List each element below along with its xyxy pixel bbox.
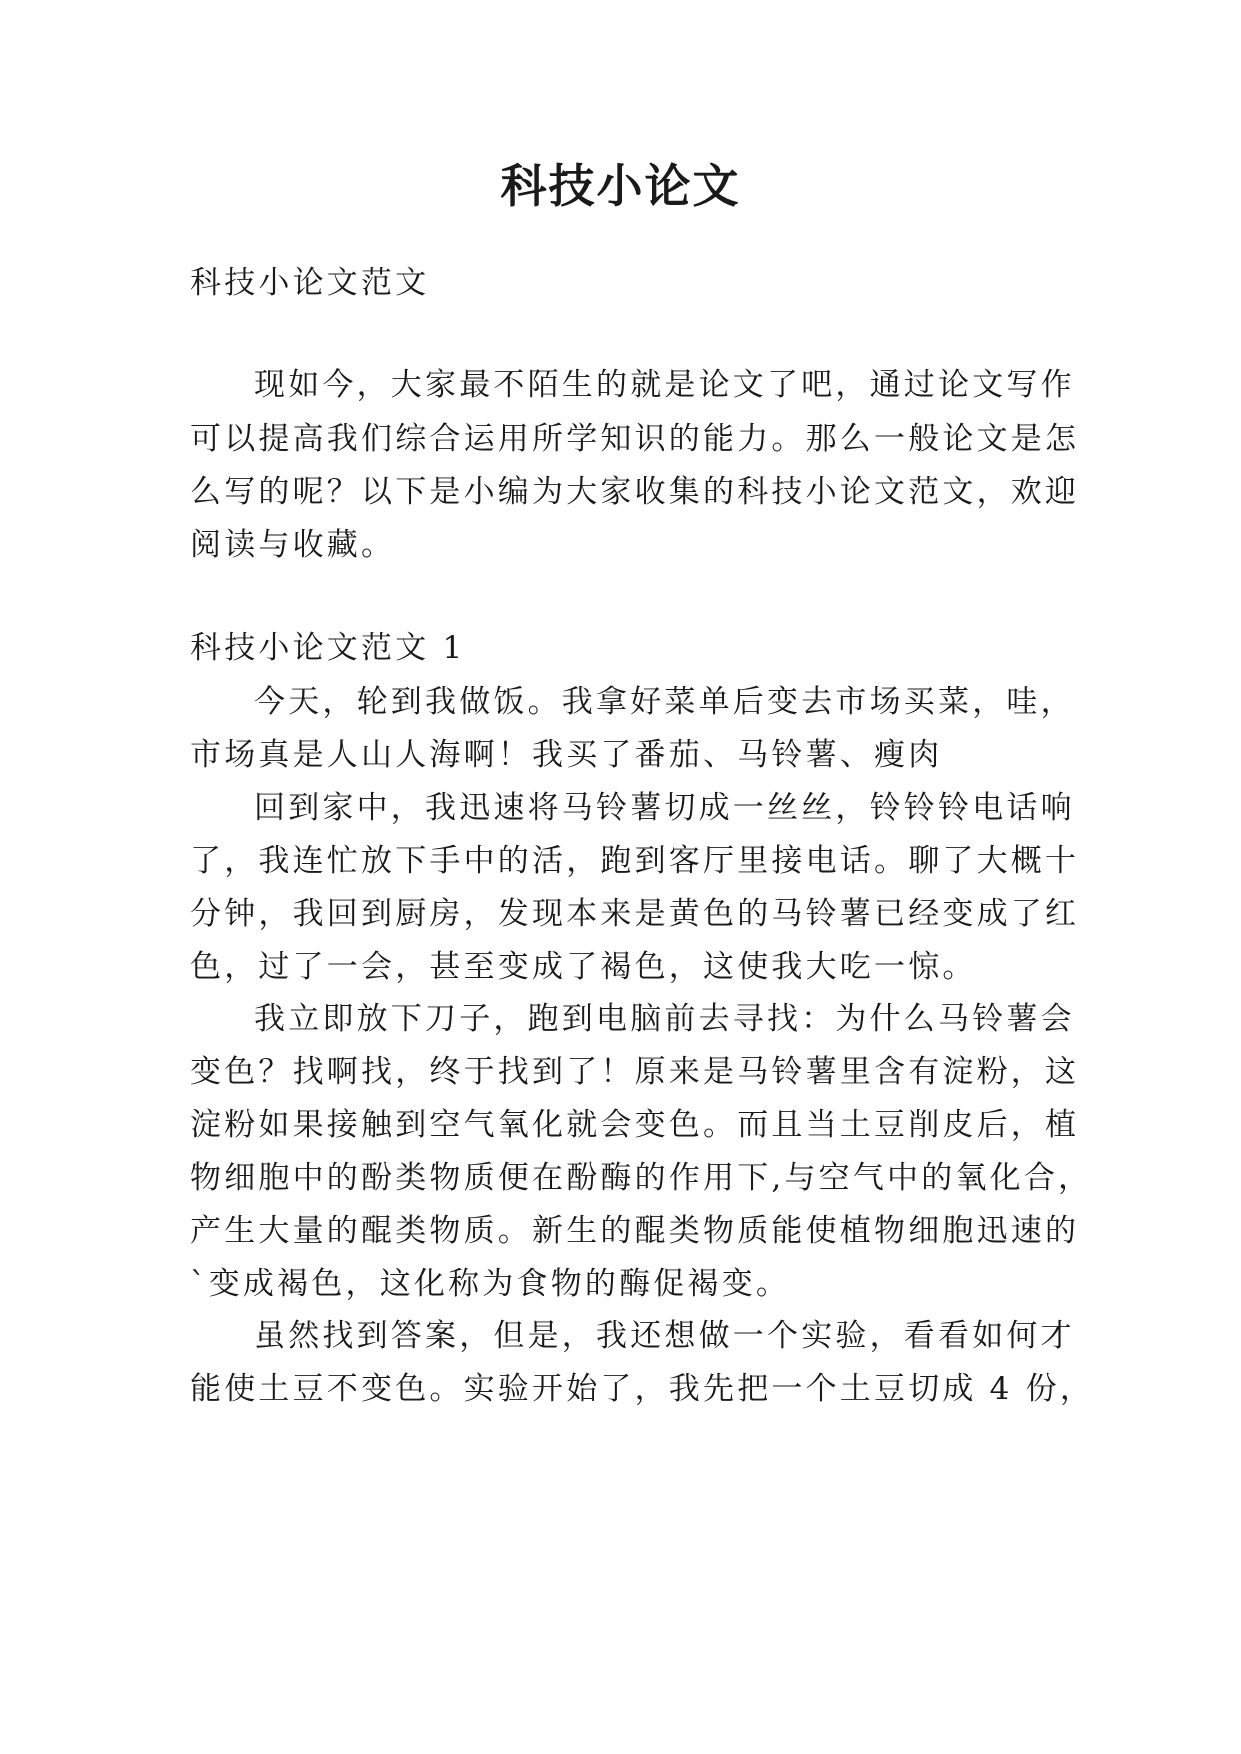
body-line: 产生大量的醌类物质。新生的醌类物质能使植物细胞迅速的 — [190, 1213, 1080, 1249]
intro-line: 阅读与收藏。 — [190, 527, 396, 563]
intro-line: 现如今，大家最不陌生的就是论文了吧，通过论文写作 — [254, 367, 1075, 403]
body-line: 变色？找啊找，终于找到了！原来是马铃薯里含有淀粉，这 — [190, 1054, 1080, 1090]
body-line: 色，过了一会，甚至变成了褐色，这使我大吃一惊。 — [190, 949, 977, 985]
body-line: 能使土豆不变色。实验开始了，我先把一个土豆切成 4 份， — [190, 1371, 1095, 1407]
intro-line: 可以提高我们综合运用所学知识的能力。那么一般论文是怎 — [190, 421, 1080, 457]
body-line: 淀粉如果接触到空气氧化就会变色。而且当土豆削皮后，植 — [190, 1107, 1080, 1143]
section-heading: 科技小论文范文 1 — [190, 630, 466, 666]
intro-line: 么写的呢？以下是小编为大家收集的科技小论文范文，欢迎 — [190, 474, 1080, 510]
body-line: 我立即放下刀子，跑到电脑前去寻找：为什么马铃薯会 — [254, 1001, 1075, 1037]
body-line: 虽然找到答案，但是，我还想做一个实验，看看如何才 — [254, 1318, 1075, 1354]
body-line: 物细胞中的酚类物质便在酚酶的作用下,与空气中的氧化合， — [190, 1160, 1093, 1196]
body-line: 分钟，我回到厨房，发现本来是黄色的马铃薯已经变成了红 — [190, 896, 1080, 932]
body-line: `变成褐色，这化称为食物的酶促褐变。 — [190, 1266, 791, 1302]
document-subtitle: 科技小论文范文 — [190, 265, 430, 301]
body-line: 市场真是人山人海啊！我买了番茄、马铃薯、瘦肉 — [190, 737, 943, 773]
body-line: 今天，轮到我做饭。我拿好菜单后变去市场买菜，哇， — [254, 684, 1075, 720]
document-title: 科技小论文 — [500, 159, 741, 213]
body-line: 了，我连忙放下手中的活，跑到客厅里接电话。聊了大概十 — [190, 843, 1080, 879]
body-line: 回到家中，我迅速将马铃薯切成一丝丝，铃铃铃电话响 — [254, 790, 1075, 826]
